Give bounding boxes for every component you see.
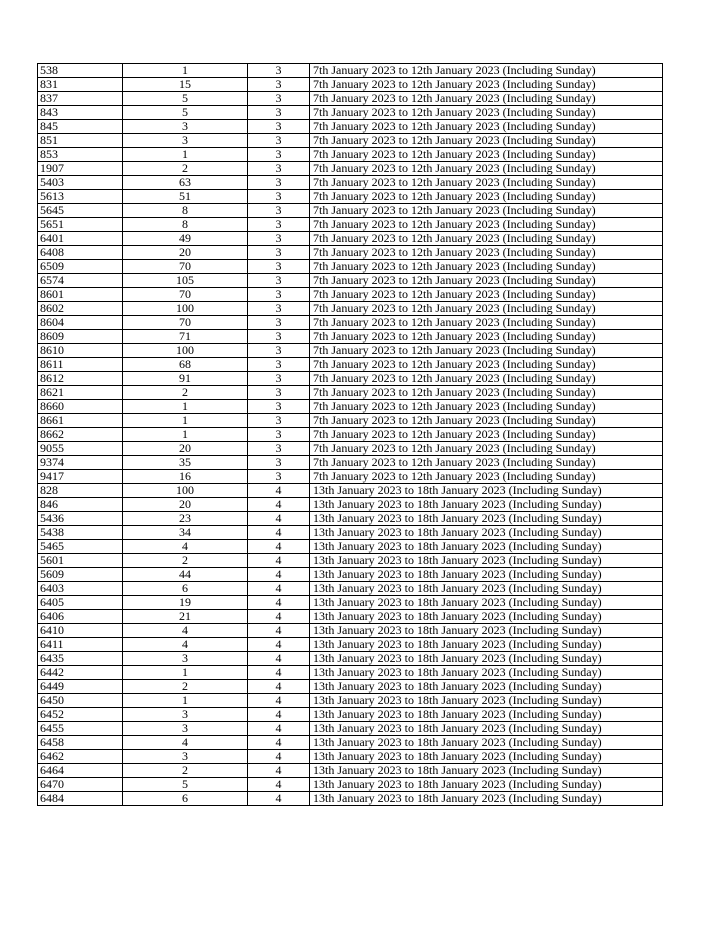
date-range-cell: 13th January 2023 to 18th January 2023 (Including Sunday) [310, 554, 663, 568]
phase-cell: 3 [248, 456, 310, 470]
count-cell: 5 [123, 778, 248, 792]
count-cell: 1 [123, 64, 248, 78]
table-row [38, 498, 663, 512]
table-row [38, 92, 663, 106]
date-range-cell: 13th January 2023 to 18th January 2023 (Including Sunday) [310, 778, 663, 792]
count-cell: 100 [123, 302, 248, 316]
date-range-cell: 13th January 2023 to 18th January 2023 (Including Sunday) [310, 526, 663, 540]
code-cell: 6435 [38, 652, 123, 666]
code-cell: 5601 [38, 554, 123, 568]
date-range-cell: 13th January 2023 to 18th January 2023 (Including Sunday) [310, 722, 663, 736]
date-range-cell: 7th January 2023 to 12th January 2023 (Including Sunday) [310, 358, 663, 372]
phase-cell: 4 [248, 736, 310, 750]
count-cell: 3 [123, 722, 248, 736]
count-cell: 70 [123, 260, 248, 274]
code-cell: 6410 [38, 624, 123, 638]
code-cell: 6464 [38, 764, 123, 778]
date-range-cell: 7th January 2023 to 12th January 2023 (Including Sunday) [310, 400, 663, 414]
code-cell: 1907 [38, 162, 123, 176]
table-row [38, 176, 663, 190]
phase-cell: 4 [248, 750, 310, 764]
phase-cell: 4 [248, 778, 310, 792]
code-cell: 6449 [38, 680, 123, 694]
code-cell: 828 [38, 484, 123, 498]
date-range-cell: 7th January 2023 to 12th January 2023 (Including Sunday) [310, 302, 663, 316]
code-cell: 6408 [38, 246, 123, 260]
count-cell: 20 [123, 246, 248, 260]
phase-cell: 4 [248, 540, 310, 554]
count-cell: 91 [123, 372, 248, 386]
code-cell: 6458 [38, 736, 123, 750]
date-range-cell: 13th January 2023 to 18th January 2023 (Including Sunday) [310, 624, 663, 638]
phase-cell: 3 [248, 330, 310, 344]
table-row [38, 64, 663, 78]
date-range-cell: 7th January 2023 to 12th January 2023 (Including Sunday) [310, 316, 663, 330]
count-cell: 8 [123, 204, 248, 218]
phase-cell: 4 [248, 694, 310, 708]
code-cell: 6442 [38, 666, 123, 680]
count-cell: 3 [123, 134, 248, 148]
table-row [38, 106, 663, 120]
code-cell: 8609 [38, 330, 123, 344]
table-row [38, 694, 663, 708]
phase-cell: 4 [248, 526, 310, 540]
table-row [38, 456, 663, 470]
count-cell: 6 [123, 792, 248, 806]
count-cell: 20 [123, 442, 248, 456]
date-range-cell: 7th January 2023 to 12th January 2023 (Including Sunday) [310, 330, 663, 344]
date-range-cell: 13th January 2023 to 18th January 2023 (Including Sunday) [310, 582, 663, 596]
count-cell: 1 [123, 428, 248, 442]
count-cell: 3 [123, 652, 248, 666]
table-row [38, 204, 663, 218]
code-cell: 8661 [38, 414, 123, 428]
table-row [38, 288, 663, 302]
table-row [38, 638, 663, 652]
count-cell: 4 [123, 540, 248, 554]
phase-cell: 4 [248, 484, 310, 498]
phase-cell: 4 [248, 596, 310, 610]
date-range-cell: 7th January 2023 to 12th January 2023 (Including Sunday) [310, 134, 663, 148]
phase-cell: 3 [248, 386, 310, 400]
count-cell: 5 [123, 92, 248, 106]
count-cell: 1 [123, 414, 248, 428]
phase-cell: 3 [248, 400, 310, 414]
count-cell: 15 [123, 78, 248, 92]
phase-cell: 3 [248, 316, 310, 330]
code-cell: 831 [38, 78, 123, 92]
count-cell: 34 [123, 526, 248, 540]
date-range-cell: 7th January 2023 to 12th January 2023 (Including Sunday) [310, 246, 663, 260]
date-range-cell: 7th January 2023 to 12th January 2023 (Including Sunday) [310, 162, 663, 176]
count-cell: 1 [123, 148, 248, 162]
code-cell: 851 [38, 134, 123, 148]
date-range-cell: 13th January 2023 to 18th January 2023 (Including Sunday) [310, 512, 663, 526]
phase-cell: 4 [248, 792, 310, 806]
table-row [38, 512, 663, 526]
table-row [38, 428, 663, 442]
table-row [38, 274, 663, 288]
code-cell: 5645 [38, 204, 123, 218]
date-range-cell: 7th January 2023 to 12th January 2023 (Including Sunday) [310, 190, 663, 204]
date-range-cell: 7th January 2023 to 12th January 2023 (Including Sunday) [310, 148, 663, 162]
code-cell: 9374 [38, 456, 123, 470]
count-cell: 16 [123, 470, 248, 484]
date-range-cell: 7th January 2023 to 12th January 2023 (Including Sunday) [310, 470, 663, 484]
table-row [38, 778, 663, 792]
code-cell: 6403 [38, 582, 123, 596]
code-cell: 6411 [38, 638, 123, 652]
code-cell: 6484 [38, 792, 123, 806]
table-row [38, 722, 663, 736]
phase-cell: 4 [248, 498, 310, 512]
table-row [38, 610, 663, 624]
code-cell: 846 [38, 498, 123, 512]
code-cell: 8660 [38, 400, 123, 414]
date-range-cell: 7th January 2023 to 12th January 2023 (Including Sunday) [310, 106, 663, 120]
phase-cell: 3 [248, 176, 310, 190]
phase-cell: 4 [248, 610, 310, 624]
count-cell: 51 [123, 190, 248, 204]
count-cell: 105 [123, 274, 248, 288]
count-cell: 100 [123, 344, 248, 358]
table-row [38, 764, 663, 778]
date-range-cell: 7th January 2023 to 12th January 2023 (Including Sunday) [310, 386, 663, 400]
table-row [38, 246, 663, 260]
table-row [38, 442, 663, 456]
count-cell: 49 [123, 232, 248, 246]
phase-cell: 4 [248, 652, 310, 666]
date-range-cell: 7th January 2023 to 12th January 2023 (Including Sunday) [310, 428, 663, 442]
date-range-cell: 7th January 2023 to 12th January 2023 (Including Sunday) [310, 92, 663, 106]
code-cell: 5465 [38, 540, 123, 554]
date-range-cell: 7th January 2023 to 12th January 2023 (Including Sunday) [310, 232, 663, 246]
table-row [38, 330, 663, 344]
phase-cell: 3 [248, 274, 310, 288]
date-range-cell: 13th January 2023 to 18th January 2023 (Including Sunday) [310, 596, 663, 610]
date-range-cell: 7th January 2023 to 12th January 2023 (Including Sunday) [310, 414, 663, 428]
count-cell: 3 [123, 708, 248, 722]
date-range-cell: 7th January 2023 to 12th January 2023 (Including Sunday) [310, 204, 663, 218]
date-range-cell: 13th January 2023 to 18th January 2023 (Including Sunday) [310, 680, 663, 694]
code-cell: 6470 [38, 778, 123, 792]
table-row [38, 792, 663, 806]
phase-cell: 3 [248, 414, 310, 428]
count-cell: 2 [123, 554, 248, 568]
code-cell: 6405 [38, 596, 123, 610]
count-cell: 23 [123, 512, 248, 526]
count-cell: 19 [123, 596, 248, 610]
count-cell: 4 [123, 638, 248, 652]
phase-cell: 3 [248, 442, 310, 456]
count-cell: 2 [123, 764, 248, 778]
count-cell: 20 [123, 498, 248, 512]
count-cell: 3 [123, 120, 248, 134]
code-cell: 6574 [38, 274, 123, 288]
date-range-cell: 7th January 2023 to 12th January 2023 (Including Sunday) [310, 288, 663, 302]
code-cell: 5438 [38, 526, 123, 540]
count-cell: 100 [123, 484, 248, 498]
table-row [38, 372, 663, 386]
code-cell: 8612 [38, 372, 123, 386]
code-cell: 5613 [38, 190, 123, 204]
table-row [38, 232, 663, 246]
table-row [38, 624, 663, 638]
table-row [38, 554, 663, 568]
code-cell: 6452 [38, 708, 123, 722]
table-row [38, 302, 663, 316]
phase-cell: 3 [248, 120, 310, 134]
phase-cell: 3 [248, 106, 310, 120]
code-cell: 845 [38, 120, 123, 134]
phase-cell: 3 [248, 358, 310, 372]
count-cell: 4 [123, 624, 248, 638]
date-range-cell: 7th January 2023 to 12th January 2023 (Including Sunday) [310, 344, 663, 358]
phase-cell: 3 [248, 288, 310, 302]
count-cell: 71 [123, 330, 248, 344]
count-cell: 44 [123, 568, 248, 582]
phase-cell: 3 [248, 246, 310, 260]
table-row [38, 568, 663, 582]
code-cell: 6401 [38, 232, 123, 246]
count-cell: 5 [123, 106, 248, 120]
phase-cell: 3 [248, 302, 310, 316]
date-range-cell: 13th January 2023 to 18th January 2023 (Including Sunday) [310, 694, 663, 708]
date-range-cell: 13th January 2023 to 18th January 2023 (Including Sunday) [310, 736, 663, 750]
table-row [38, 736, 663, 750]
table-body [38, 64, 663, 806]
date-range-cell: 7th January 2023 to 12th January 2023 (Including Sunday) [310, 456, 663, 470]
date-range-cell: 13th January 2023 to 18th January 2023 (Including Sunday) [310, 708, 663, 722]
date-range-cell: 7th January 2023 to 12th January 2023 (Including Sunday) [310, 120, 663, 134]
table-row [38, 386, 663, 400]
phase-cell: 3 [248, 344, 310, 358]
phase-cell: 3 [248, 232, 310, 246]
table-row [38, 78, 663, 92]
count-cell: 3 [123, 750, 248, 764]
phase-cell: 3 [248, 372, 310, 386]
code-cell: 8601 [38, 288, 123, 302]
phase-cell: 4 [248, 708, 310, 722]
phase-cell: 3 [248, 134, 310, 148]
table-row [38, 358, 663, 372]
code-cell: 8610 [38, 344, 123, 358]
date-range-cell: 7th January 2023 to 12th January 2023 (Including Sunday) [310, 176, 663, 190]
date-range-cell: 13th January 2023 to 18th January 2023 (Including Sunday) [310, 638, 663, 652]
phase-cell: 4 [248, 680, 310, 694]
code-cell: 5609 [38, 568, 123, 582]
count-cell: 21 [123, 610, 248, 624]
code-cell: 6455 [38, 722, 123, 736]
table-row [38, 260, 663, 274]
phase-cell: 3 [248, 470, 310, 484]
table-row [38, 218, 663, 232]
phase-cell: 3 [248, 428, 310, 442]
date-range-cell: 13th January 2023 to 18th January 2023 (Including Sunday) [310, 540, 663, 554]
table-row [38, 400, 663, 414]
count-cell: 8 [123, 218, 248, 232]
date-range-cell: 13th January 2023 to 18th January 2023 (Including Sunday) [310, 484, 663, 498]
count-cell: 1 [123, 400, 248, 414]
count-cell: 68 [123, 358, 248, 372]
date-range-cell: 7th January 2023 to 12th January 2023 (Including Sunday) [310, 64, 663, 78]
code-cell: 5651 [38, 218, 123, 232]
phase-cell: 4 [248, 582, 310, 596]
phase-cell: 3 [248, 260, 310, 274]
phase-cell: 4 [248, 722, 310, 736]
phase-cell: 4 [248, 624, 310, 638]
code-cell: 538 [38, 64, 123, 78]
document-page [37, 63, 663, 806]
code-cell: 837 [38, 92, 123, 106]
table-row [38, 526, 663, 540]
table-row [38, 316, 663, 330]
phase-cell: 3 [248, 78, 310, 92]
count-cell: 4 [123, 736, 248, 750]
code-cell: 8602 [38, 302, 123, 316]
code-cell: 6462 [38, 750, 123, 764]
date-range-cell: 13th January 2023 to 18th January 2023 (Including Sunday) [310, 498, 663, 512]
count-cell: 70 [123, 316, 248, 330]
phase-cell: 4 [248, 554, 310, 568]
table-row [38, 344, 663, 358]
table-row [38, 652, 663, 666]
table-row [38, 596, 663, 610]
table-row [38, 414, 663, 428]
date-range-cell: 13th January 2023 to 18th January 2023 (Including Sunday) [310, 750, 663, 764]
phase-cell: 3 [248, 148, 310, 162]
phase-cell: 4 [248, 512, 310, 526]
code-cell: 6406 [38, 610, 123, 624]
table-row [38, 162, 663, 176]
count-cell: 2 [123, 386, 248, 400]
phase-cell: 4 [248, 568, 310, 582]
phase-cell: 3 [248, 204, 310, 218]
phase-cell: 3 [248, 218, 310, 232]
count-cell: 35 [123, 456, 248, 470]
date-range-cell: 13th January 2023 to 18th January 2023 (Including Sunday) [310, 764, 663, 778]
phase-cell: 3 [248, 162, 310, 176]
phase-cell: 3 [248, 64, 310, 78]
date-range-cell: 13th January 2023 to 18th January 2023 (Including Sunday) [310, 666, 663, 680]
code-cell: 8662 [38, 428, 123, 442]
table-row [38, 134, 663, 148]
date-range-cell: 7th January 2023 to 12th January 2023 (Including Sunday) [310, 260, 663, 274]
phase-cell: 3 [248, 190, 310, 204]
count-cell: 6 [123, 582, 248, 596]
table-row [38, 190, 663, 204]
date-range-cell: 13th January 2023 to 18th January 2023 (Including Sunday) [310, 652, 663, 666]
code-cell: 5403 [38, 176, 123, 190]
code-cell: 5436 [38, 512, 123, 526]
count-cell: 1 [123, 666, 248, 680]
code-cell: 8611 [38, 358, 123, 372]
table-row [38, 470, 663, 484]
date-range-cell: 7th January 2023 to 12th January 2023 (Including Sunday) [310, 218, 663, 232]
code-cell: 6450 [38, 694, 123, 708]
code-cell: 853 [38, 148, 123, 162]
phase-cell: 4 [248, 764, 310, 778]
date-range-cell: 7th January 2023 to 12th January 2023 (Including Sunday) [310, 78, 663, 92]
date-range-cell: 7th January 2023 to 12th January 2023 (Including Sunday) [310, 372, 663, 386]
phase-cell: 4 [248, 638, 310, 652]
code-cell: 6509 [38, 260, 123, 274]
date-range-cell: 13th January 2023 to 18th January 2023 (Including Sunday) [310, 610, 663, 624]
table-row [38, 540, 663, 554]
phase-cell: 3 [248, 92, 310, 106]
code-cell: 9417 [38, 470, 123, 484]
phase-cell: 4 [248, 666, 310, 680]
table-row [38, 120, 663, 134]
date-range-cell: 13th January 2023 to 18th January 2023 (Including Sunday) [310, 792, 663, 806]
table-row [38, 680, 663, 694]
count-cell: 63 [123, 176, 248, 190]
date-range-cell: 7th January 2023 to 12th January 2023 (Including Sunday) [310, 442, 663, 456]
table-row [38, 484, 663, 498]
count-cell: 70 [123, 288, 248, 302]
date-range-cell: 13th January 2023 to 18th January 2023 (Including Sunday) [310, 568, 663, 582]
code-cell: 9055 [38, 442, 123, 456]
code-cell: 8604 [38, 316, 123, 330]
allocation-table [37, 63, 663, 806]
table-row [38, 582, 663, 596]
table-row [38, 750, 663, 764]
count-cell: 2 [123, 162, 248, 176]
table-row [38, 708, 663, 722]
code-cell: 8621 [38, 386, 123, 400]
code-cell: 843 [38, 106, 123, 120]
count-cell: 1 [123, 694, 248, 708]
date-range-cell: 7th January 2023 to 12th January 2023 (Including Sunday) [310, 274, 663, 288]
count-cell: 2 [123, 680, 248, 694]
table-row [38, 148, 663, 162]
table-row [38, 666, 663, 680]
